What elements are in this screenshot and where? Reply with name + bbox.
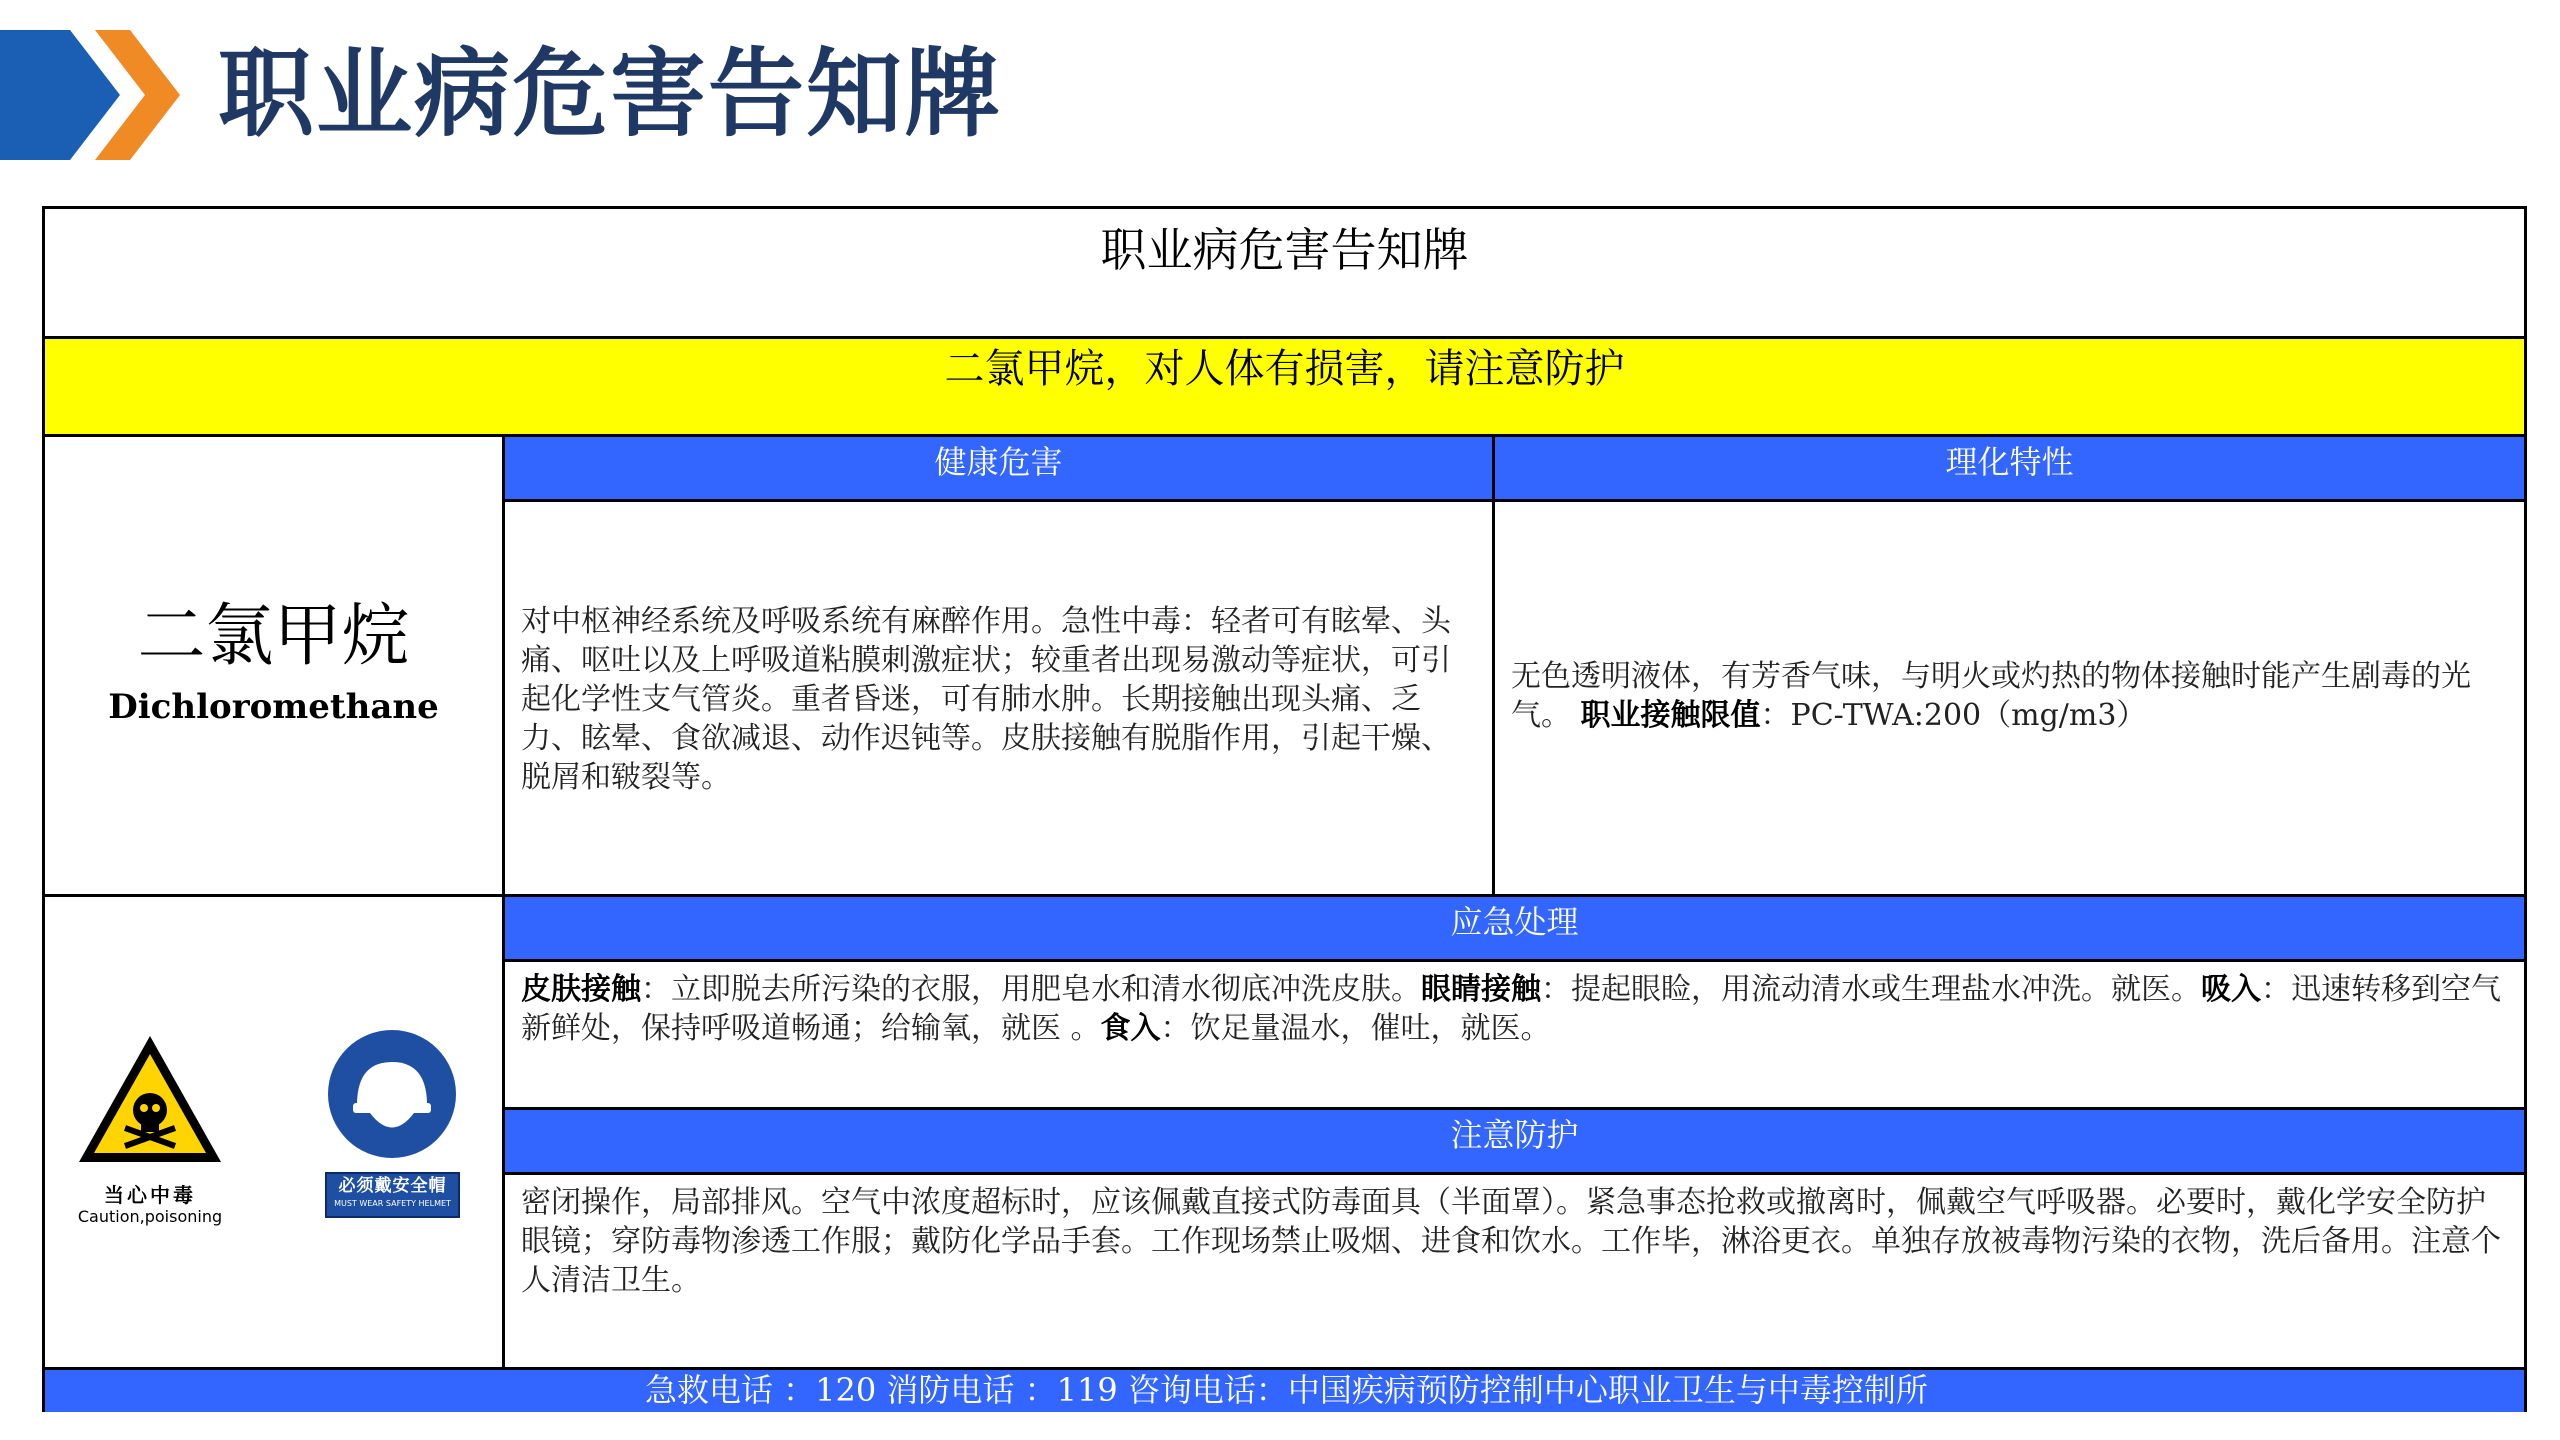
properties-text-block [1495,502,2524,897]
helmet-caption-en: MUST WEAR SAFETY HELMET [334,1199,451,1208]
emergency-heading: 应急处理 [505,897,2524,962]
skin-label: 皮肤接触 [521,972,641,1007]
inhale-label: 吸入 [2201,972,2261,1007]
limit-value: ：PC-TWA:200（mg/m3） [1760,698,2147,733]
safety-helmet-icon [325,1027,460,1162]
warning-band: 二氯甲烷，对人体有损害，请注意防护 [45,339,2524,437]
board-title: 职业病危害告知牌 [45,209,2524,339]
chevron-logo-icon [0,30,180,160]
hazard-notice-board [42,206,2527,1412]
limit-label: 职业接触限值 [1580,698,1761,733]
helmet-caption-plate [325,1172,460,1218]
page-title: 职业病危害告知牌 [218,38,1002,150]
poison-caption-cn: 当心中毒 [104,1183,196,1207]
safety-signs-cell [45,897,505,1367]
poison-caption-en: Caution,poisoning [77,1207,223,1226]
protection-text: 密闭操作，局部排风。空气中浓度超标时，应该佩戴直接式防毒面具（半面罩）。紧急事态抢救或撤离时，佩戴空气呼吸器。必要时，戴化学安全防护眼镜；穿防毒物渗透工作服；戴防化学品手套。工作现场禁止吸烟、进食和饮水。工作毕，淋浴更衣。单独存放被毒物污染的衣物，洗后备用。注意个人清洁卫生。 [521,1185,2501,1298]
protection-heading: 注意防护 [505,1110,2524,1175]
properties-text: 无色透明液体，有芳香气味，与明火或灼热的物体接触时能产生剧毒的光气。 [1511,659,2471,733]
substance-name-en: Dichloromethane [108,687,439,727]
substance-name-cn: 二氯甲烷 [137,597,410,676]
health-hazard-text: 对中枢神经系统及呼吸系统有麻醉作用。急性中毒：轻者可有眩晕、头痛、呕吐以及上呼吸道粘膜刺激症状；较重者出现易激动等症状，可引起化学性支气管炎。重者昏迷，可有肺水肿。长期接触出现头痛、乏力、眩晕、食欲减退、动作迟钝等。皮肤接触有脱脂作用，引起干燥、脱屑和皲裂等。 [505,502,1495,897]
health-hazard-heading: 健康危害 [505,437,1495,502]
helmet-caption-cn: 必须戴安全帽 [338,1176,447,1196]
inhale-text: ：迅速转移到空气新鲜处，保持呼吸道畅通；给输氧，就医 。 [521,972,2501,1046]
emergency-phone-footer: 急救电话 ：120 消防电话 ：119 咨询电话：中国疾病预防控制中心职业卫生与中毒控制所 [45,1367,2524,1412]
ingest-text: ：饮足量温水，催吐，就医。 [1160,1011,1551,1046]
substance-name-cell [45,437,505,897]
ingest-label: 食入 [1100,1011,1161,1046]
eye-label: 眼睛接触 [1421,972,1541,1007]
emergency-text-block [505,962,2524,1110]
properties-heading: 理化特性 [1495,437,2524,502]
eye-text: ：提起眼睑，用流动清水或生理盐水冲洗。就医。 [1541,972,2201,1007]
skin-text: ：立即脱去所污染的衣服，用肥皂水和清水彻底冲洗皮肤。 [641,972,1421,1007]
skull-crossbones-warning-icon [75,1032,225,1167]
